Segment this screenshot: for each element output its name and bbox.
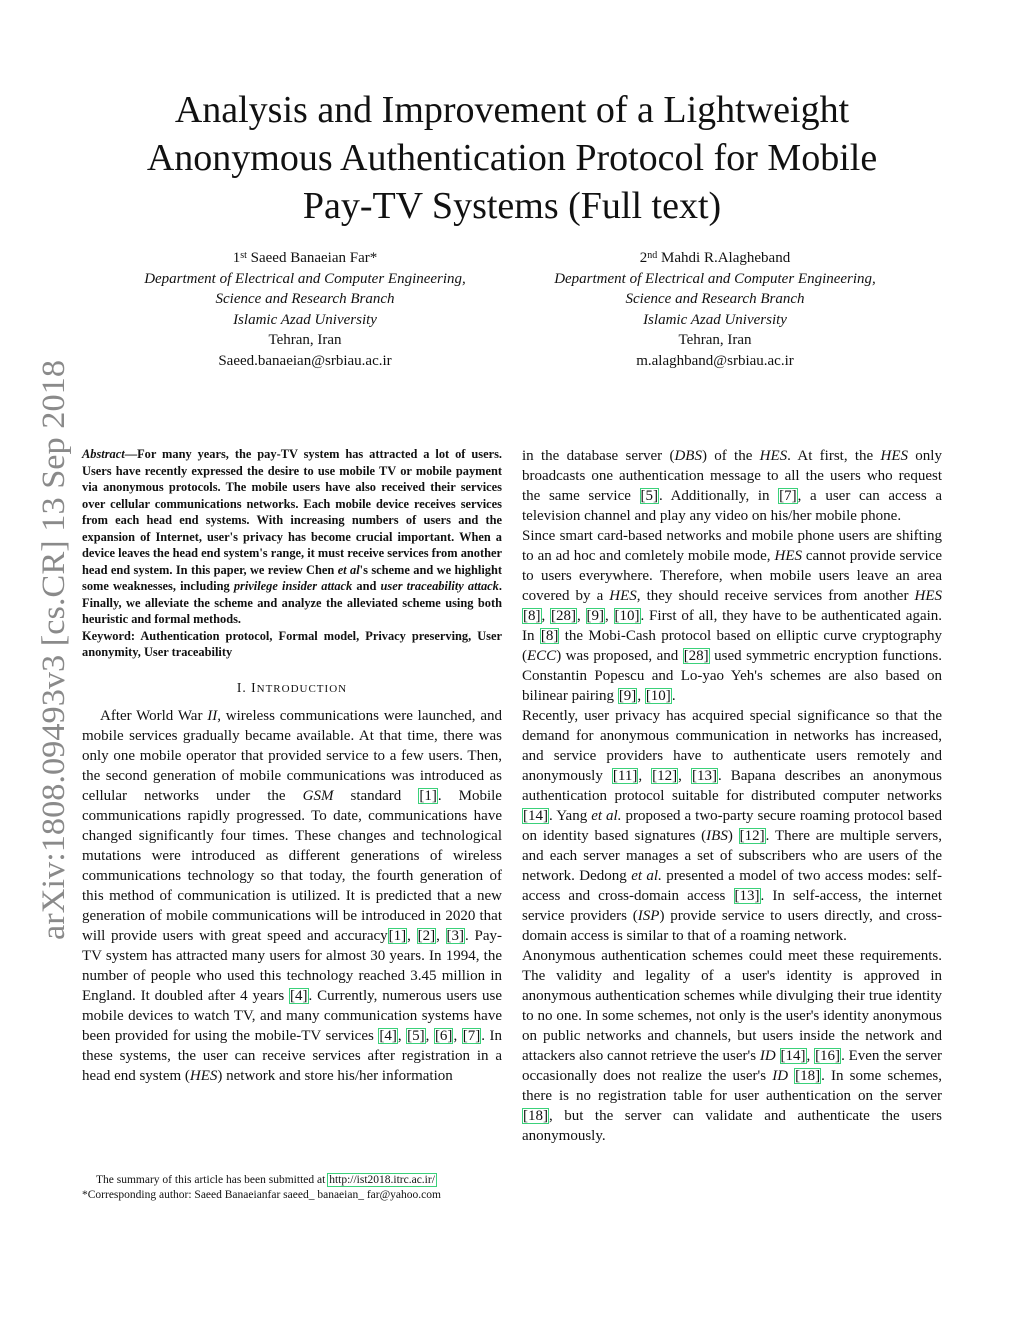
text: ) bbox=[727, 828, 739, 844]
text: standard bbox=[333, 787, 419, 804]
math-isp: ISP bbox=[637, 908, 660, 924]
text: . Even the server occasionally does not realize the user's bbox=[522, 1048, 942, 1084]
text: ) of the bbox=[701, 448, 760, 464]
text: . In some schemes, there is no registration table for user authentication on the server bbox=[522, 1068, 942, 1104]
abstract-dash: — bbox=[124, 447, 138, 461]
author-2-univ: Islamic Azad University bbox=[643, 311, 787, 328]
text: , but the server can validate and authenticate the users anonymously. bbox=[522, 1108, 942, 1144]
section-title-rest: NTRODUCTION bbox=[256, 682, 348, 695]
text: , bbox=[407, 927, 417, 944]
footnote-url-link[interactable]: http://ist2018.itrc.ac.ir/ bbox=[329, 1174, 435, 1186]
text bbox=[776, 1048, 780, 1064]
text: . At first, the bbox=[787, 448, 881, 464]
author-2-block bbox=[505, 248, 925, 371]
citation-link[interactable]: [14] bbox=[780, 1048, 806, 1064]
footnote-text: The summary of this article has been submitted at bbox=[96, 1174, 329, 1186]
arxiv-stamp bbox=[14, 355, 84, 945]
text: , bbox=[637, 688, 645, 704]
citation-link[interactable]: [6] bbox=[434, 1027, 453, 1044]
text: ) provide service to users directly, and cross-domain access is similar to that of a roaming network. bbox=[522, 908, 943, 944]
text: . Pay-TV system has attracted many users for almost 30 years. In 1994, the number of people who used this technology reached 3.45 million in England. It doubled after 4 years bbox=[82, 927, 502, 1004]
text: . Currently, numerous users use mobile devices to watch TV, and many communication systems have been provided for using the mobile-TV services bbox=[82, 987, 502, 1044]
author-1-order: 1 bbox=[232, 250, 241, 266]
citation-link[interactable]: [16] bbox=[815, 1048, 841, 1064]
abstract bbox=[82, 446, 502, 628]
footnote-summary bbox=[82, 1173, 502, 1188]
citation-link[interactable]: [4] bbox=[379, 1027, 397, 1044]
citation-link[interactable]: [7] bbox=[462, 1027, 481, 1044]
math-hes: HES bbox=[914, 588, 942, 604]
title-line-1: Analysis and Improvement of a Lightweight bbox=[174, 89, 850, 131]
text: . Yang bbox=[549, 808, 592, 824]
citation-link[interactable]: [8] bbox=[523, 608, 541, 624]
citation-link[interactable]: [13] bbox=[734, 888, 760, 904]
citation-link[interactable]: [18] bbox=[795, 1068, 821, 1084]
citation-link[interactable]: [10] bbox=[645, 688, 671, 704]
citation-link[interactable]: [4] bbox=[290, 987, 308, 1004]
text: . First of all, they have to be authenticated again. In bbox=[522, 608, 943, 644]
footnote bbox=[82, 1173, 502, 1203]
author-2-dept: Department of Electrical and Computer Engineering, bbox=[554, 270, 876, 287]
citation-link[interactable]: [12] bbox=[739, 828, 765, 844]
author-1-email[interactable]: Saeed.banaeian@srbiau.ac.ir bbox=[218, 352, 392, 369]
text: , bbox=[806, 1048, 815, 1064]
citation-link[interactable]: [1] bbox=[388, 927, 407, 944]
title-line-2: Anonymous Authentication Protocol for Mobile bbox=[146, 137, 878, 179]
text: proposed a two-party secure roaming protocol based on identity based signatures ( bbox=[522, 808, 942, 844]
text: Recently, user privacy has acquired special significance so that the demand for anonymous communication in networks has increased, and service providers have to authenticate users remotely and anonymously bbox=[522, 708, 942, 784]
citation-link[interactable]: [12] bbox=[652, 768, 678, 784]
text: . In these systems, the user can receive services after registration in a head end system ( bbox=[82, 1027, 502, 1084]
citation-link[interactable]: [28] bbox=[551, 608, 577, 624]
abstract-label: Abstract bbox=[82, 447, 125, 461]
author-1-city: Tehran, Iran bbox=[268, 332, 342, 348]
author-1-univ: Islamic Azad University bbox=[233, 311, 377, 328]
author-1-dept: Department of Electrical and Computer Engineering, bbox=[144, 270, 466, 287]
text: ) network and store his/her information bbox=[217, 1067, 453, 1084]
right-paragraph-1 bbox=[522, 446, 942, 526]
math-gsm: GSM bbox=[302, 787, 334, 804]
citation-link[interactable]: [13] bbox=[691, 768, 717, 784]
section-number: I. bbox=[236, 679, 247, 695]
text: , a user can access a television channel and play any video on his/her mobile phone. bbox=[522, 488, 942, 524]
right-paragraph-3 bbox=[522, 706, 942, 946]
author-2-city: Tehran, Iran bbox=[678, 332, 752, 348]
abstract-text: . Finally, we alleviate the scheme and analyze the alleviated scheme using both heuristic and formal methods. bbox=[82, 579, 502, 626]
text: . bbox=[671, 688, 676, 704]
author-1-branch: Science and Research Branch bbox=[215, 291, 395, 307]
abstract-text: For many years, the pay-TV system has attracted a lot of users. Users have recently expressed the desire to use mobile TV or mobile payment via anonymous protocols. The mobile users have also received their services over cellular communications networks. Each mobile device receives services from each head end systems. With increasing numbers of users and the expansion of Internet, user's privacy has become crucial important. When a device leaves the head end system's range, it must receive services from another head end system. In this paper, we review Chen bbox=[82, 447, 502, 577]
author-2-email[interactable]: m.alaghband@srbiau.ac.ir bbox=[636, 352, 794, 369]
author-2-branch: Science and Research Branch bbox=[625, 291, 805, 307]
title-line-3: Pay-TV Systems (Full text) bbox=[302, 185, 722, 227]
section-title-initial: I bbox=[251, 679, 257, 695]
math-id: ID bbox=[759, 1048, 776, 1064]
citation-link[interactable]: [5] bbox=[640, 488, 659, 504]
math-ww: II bbox=[207, 707, 218, 724]
citation-link[interactable]: [1] bbox=[419, 787, 437, 804]
text: in the database server ( bbox=[522, 448, 675, 464]
author-1-name: Saeed Banaeian Far* bbox=[250, 250, 378, 266]
text: , bbox=[425, 1027, 434, 1044]
abstract-attack-2: user traceability attack bbox=[380, 579, 499, 593]
text: used symmetric encryption functions. Constantin Popescu and Lo-yao Yeh's schemes are also based on bilinear pairing bbox=[522, 648, 942, 704]
text: , bbox=[577, 608, 586, 624]
text: , bbox=[541, 608, 551, 624]
citation-link[interactable]: [18] bbox=[523, 1108, 548, 1124]
citation-link[interactable]: [7] bbox=[779, 488, 797, 504]
text: . There are multiple servers, and each server manages a set of subscribers who are users of the network. Dedong bbox=[522, 828, 943, 884]
text: cannot provide service to users everywhere. Therefore, when mobile users leave an area covered by a bbox=[522, 548, 942, 604]
author-2-name: Mahdi R.Alagheband bbox=[661, 250, 791, 266]
citation-link[interactable]: [9] bbox=[586, 608, 605, 624]
text: only broadcasts one authentication message to all the users who request the same service bbox=[522, 448, 942, 504]
footnote-corresponding: *Corresponding author: Saeed Banaeianfar saeed_ banaeian_ far@yahoo.com bbox=[82, 1189, 441, 1201]
text: . In self-access, the internet service providers ( bbox=[522, 888, 942, 924]
left-column bbox=[82, 446, 502, 1086]
math-hes: HES bbox=[609, 588, 637, 604]
text: Anonymous authentication schemes could meet these requirements. The validity and legality of a user's identity is approved in anonymous authentication schemes while divulging their true identity to no one. In some schemes, not only is the user's identity anonymous on public networks and channels, but users inside the network and attackers also cannot retrieve the user's bbox=[522, 948, 942, 1064]
math-dbs: DBS bbox=[674, 448, 702, 464]
text: the Mobi-Cash protocol based on elliptic curve cryptography ( bbox=[522, 628, 942, 664]
right-paragraph-2 bbox=[522, 526, 942, 706]
right-column bbox=[522, 446, 942, 1146]
arxiv-id: arXiv:1808.09493v3 [cs.CR] 13 Sep 2018 bbox=[36, 382, 72, 940]
author-2-order-suffix: nd bbox=[647, 250, 658, 261]
math-hes: HES bbox=[774, 548, 802, 564]
text: . Additionally, in bbox=[659, 488, 779, 504]
math-hes: HES bbox=[880, 448, 908, 464]
section-heading-introduction bbox=[82, 680, 502, 696]
author-1-order-suffix: st bbox=[240, 250, 247, 261]
text: , bbox=[678, 768, 691, 784]
citation-link[interactable]: [2] bbox=[417, 927, 436, 944]
text: , bbox=[605, 608, 614, 624]
citation-link[interactable]: [5] bbox=[407, 1027, 425, 1044]
citation-link[interactable]: [3] bbox=[446, 927, 465, 944]
abstract-etal: et al bbox=[337, 562, 360, 577]
abstract-attack-1: privilege insider attack bbox=[233, 579, 353, 593]
intro-paragraph bbox=[82, 706, 502, 1086]
math-hes: HES bbox=[759, 448, 788, 464]
text: ) was proposed, and bbox=[556, 648, 683, 664]
abstract-text: 's scheme and we highlight some weaknesses, including bbox=[82, 562, 502, 593]
math-ecc: ECC bbox=[527, 648, 557, 664]
paper-title bbox=[90, 86, 934, 230]
text: , wireless communications were launched, and mobile services gradually became available. At that time, there was only one mobile operator that provided service to a few users. Then, the second generation of mobile communications was introduced as cellular networks under the bbox=[82, 707, 502, 804]
author-2-order: 2 bbox=[639, 250, 648, 266]
citation-link[interactable]: [14] bbox=[523, 808, 548, 824]
text: , bbox=[436, 927, 446, 944]
text: After World War bbox=[100, 707, 208, 724]
text: . Bapana describes an anonymous authentication protocol suitable for distributed computer networks bbox=[522, 768, 943, 804]
text-etal: et al. bbox=[591, 808, 622, 824]
text: , bbox=[638, 768, 652, 784]
math-hes: HES bbox=[189, 1067, 218, 1084]
author-2-name-line bbox=[505, 248, 925, 269]
text: , bbox=[397, 1027, 407, 1044]
author-1-name-line bbox=[95, 248, 515, 269]
text: , bbox=[453, 1027, 462, 1044]
math-ibs: IBS bbox=[706, 828, 728, 844]
keywords: Keyword: Authentication protocol, Formal model, Privacy preserving, User anonymity, User traceability bbox=[82, 628, 502, 659]
text: Since smart card-based networks and mobile phone users are shifting to an ad hoc and comletely mobile mode, bbox=[522, 528, 942, 564]
math-id: ID bbox=[772, 1068, 789, 1084]
text: , they should receive services from another bbox=[636, 588, 915, 604]
text: presented a model of two access modes: self-access and cross-domain access bbox=[522, 868, 942, 904]
citation-link[interactable]: [10] bbox=[614, 608, 640, 624]
citation-link[interactable]: [28] bbox=[683, 648, 709, 664]
author-1-block bbox=[95, 248, 515, 371]
citation-link[interactable]: [9] bbox=[618, 688, 637, 704]
text: . Mobile communications rapidly progressed. To date, communications have changed significantly four times. These changes and technological mutations were introduced as different generations of wireless communications technology so that today, the fourth generation of this method of communication is utilized. It is predicted that a new generation of mobile communications will be introduced in 2020 that will provide users with great speed and accuracy bbox=[82, 787, 502, 944]
text-etal: et al. bbox=[631, 868, 662, 884]
citation-link[interactable]: [11] bbox=[612, 768, 638, 784]
citation-link[interactable]: [8] bbox=[540, 628, 559, 644]
abstract-text: and bbox=[352, 579, 381, 593]
right-paragraph-4 bbox=[522, 946, 942, 1146]
